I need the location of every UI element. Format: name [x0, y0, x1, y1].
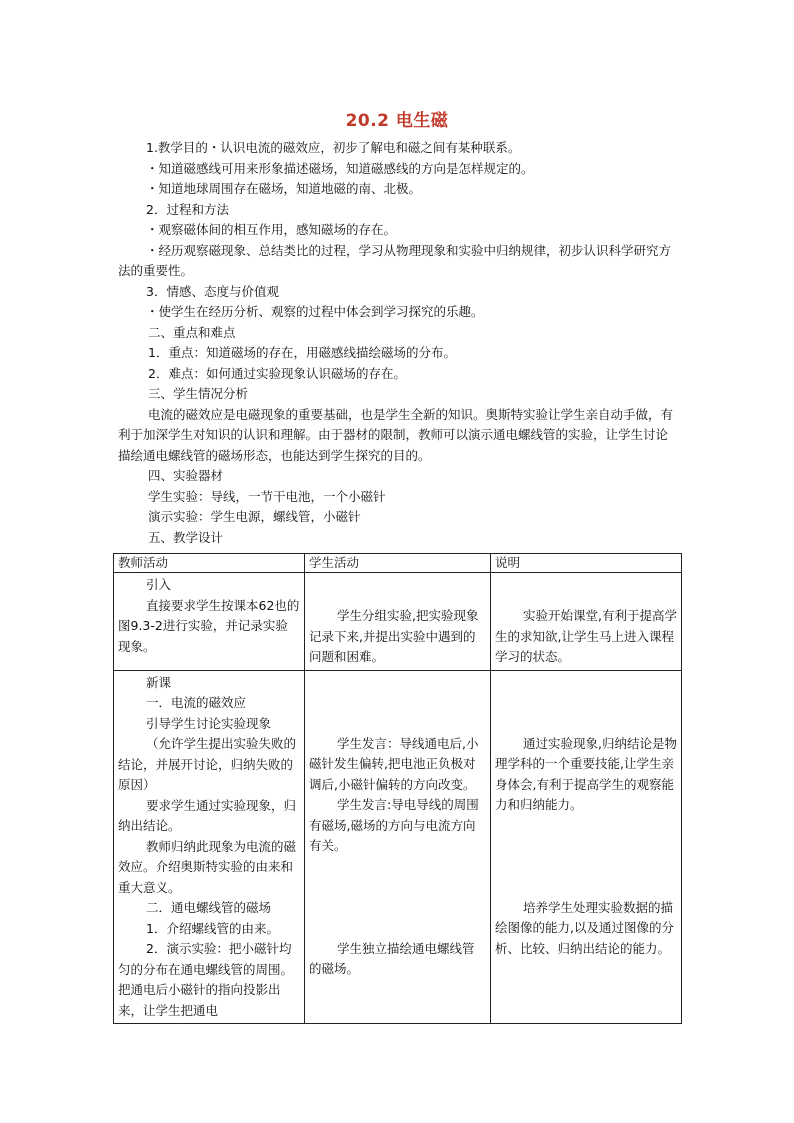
- equipment-heading: 四、实验器材: [148, 468, 224, 483]
- emotion-heading: 3．情感、态度与价值观: [146, 283, 279, 299]
- row1-student-text: 学生分组实验,把实验现象记录下来,并提出实验中遇到的问题和困难。: [309, 608, 479, 664]
- intro-text: 直接要求学生按课本62也的图9.3-2进行实验，并记录实验现象。: [118, 597, 300, 654]
- analysis-text: 电流的磁效应是电磁现象的重要基础，也是学生全新的知识。奥斯特实验让学生亲自动手做，有利于加深学生对知识的认识和理解。由于器材的限制，教师可以演示通电螺线管的实验，让学生讨论描绘通电螺线管的磁场形态，也能达到学生探究的目的。: [118, 406, 674, 463]
- note-conclude: 通过实验现象,归纳结论是物理学科的一个重要技能,让学生亲身体会,有利于提高学生的观察能力和归纳能力。: [495, 735, 677, 812]
- step-2: 2．演示实验：把小磁针均匀的分布在通电螺线管的周围。把通电后小磁针的指向投影出来，让学生把通电: [118, 941, 294, 1018]
- student-speak-2: 学生发言:导电导线的周围有磁场,磁场的方向与电流方向有关。: [309, 797, 479, 853]
- difficulty-point: 2．难点：如何通过实验现象认识磁场的存在。: [148, 365, 406, 381]
- section-1-title: 一．电流的磁效应: [146, 695, 247, 710]
- page-title: 20.2 电生磁: [345, 111, 449, 131]
- key-points-heading: 二、重点和难点: [148, 324, 236, 340]
- table-header-row: [114, 554, 682, 573]
- allow-failure: （允许学生提出实验失败的结论，并展开讨论，归纳失败的原因）: [118, 736, 297, 792]
- design-heading: 五、教学设计: [148, 529, 224, 545]
- teaching-design-table: [113, 553, 682, 1024]
- student-speak-1: 学生发言：导线通电后,小磁针发生偏转,把电池正负极对调后,小磁针偏转的方向改变。: [309, 735, 479, 792]
- lesson-body: [118, 138, 678, 548]
- row1-note: [491, 573, 682, 671]
- objective-2: ・知道磁感线可用来形象描述磁场，知道磁感线的方向是怎样规定的。: [146, 160, 534, 176]
- equipment-student: 学生实验：导线，一节干电池，一个小磁针: [148, 488, 386, 504]
- note-cultivate: 培养学生处理实验数据的描绘图像的能力,以及通过图像的分析、比较、归纳出结论的能力。: [495, 899, 674, 956]
- objective-1: 1.教学目的・认识电流的磁效应，初步了解电和磁之间有某种联系。: [146, 140, 521, 155]
- student-draw: 学生独立描绘通电螺线管的磁场。: [309, 940, 475, 976]
- row1-teacher: [114, 573, 305, 671]
- row2-teacher: [114, 670, 305, 1024]
- objective-3: ・知道地球周围存在磁场，知道地磁的南、北极。: [146, 181, 422, 196]
- section-2-title: 二．通电螺线管的磁场: [146, 900, 272, 915]
- process-item-1: ・观察磁体间的相互作用，感知磁场的存在。: [146, 222, 397, 237]
- key-point: 1．重点：知道磁场的存在，用磁感线描绘磁场的分布。: [148, 345, 456, 360]
- new-lesson-label: 新课: [146, 674, 172, 690]
- step-1: 1．介绍螺线管的由来。: [146, 920, 279, 936]
- table-row: [114, 573, 682, 671]
- row2-student: [305, 670, 491, 1024]
- analysis-heading: 三、学生情况分析: [148, 386, 249, 401]
- guide-discussion: 引导学生讨论实验现象: [146, 715, 272, 731]
- process-heading: 2．过程和方法: [146, 201, 229, 217]
- row1-student: [305, 573, 491, 671]
- header-teacher: 教师活动: [114, 554, 305, 573]
- require-conclusion: 要求学生通过实验现象，归纳出结论。: [118, 797, 297, 833]
- emotion-item-1: ・使学生在经历分析、观察的过程中体会到学习探究的乐趣。: [146, 304, 484, 319]
- process-item-2: ・经历观察磁现象、总结类比的过程，学习从物理现象和实验中归纳规律，初步认识科学研究方法的重要性。: [118, 242, 672, 278]
- table-row: [114, 670, 682, 1024]
- row2-note: [491, 670, 682, 1024]
- equipment-demo: 演示实验：学生电源，螺线管，小磁针: [148, 509, 361, 524]
- teacher-summary: 教师归纳此现象为电流的磁效应。介绍奥斯特实验的由来和重大意义。: [118, 838, 297, 895]
- header-note: 说明: [491, 554, 682, 573]
- header-student: 学生活动: [305, 554, 491, 573]
- row1-note-text: 实验开始课堂,有利于提高学生的求知欲,让学生马上进入课程学习的状态。: [495, 608, 677, 664]
- intro-title: 引入: [146, 577, 172, 592]
